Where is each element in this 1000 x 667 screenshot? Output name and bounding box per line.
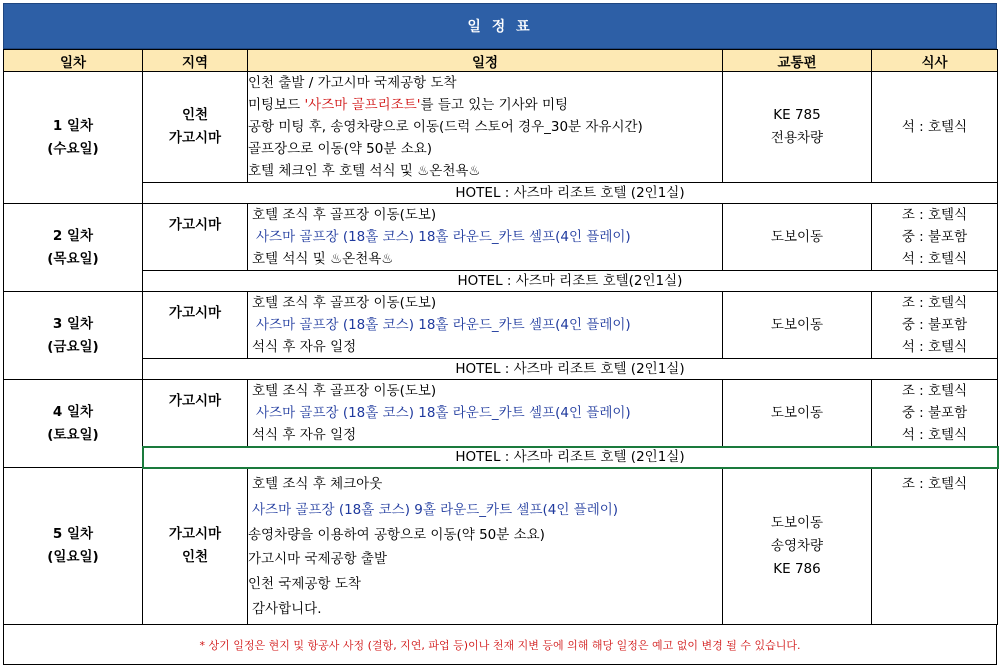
day1-transport-1: KE 785	[773, 107, 821, 123]
day5-row	[4, 468, 998, 625]
day1-line-5: 호텔 체크인 후 호텔 석식 및 ♨온천욕♨	[248, 163, 481, 179]
day2-region-1: 가고시마	[168, 217, 222, 233]
day5-transport-2: 송영차량	[770, 537, 824, 554]
day4-region-1: 가고시마	[168, 393, 222, 409]
day1-number: 1 일차	[52, 117, 94, 134]
day5-meal	[872, 468, 998, 625]
day1-line-2-pre: 미팅보드	[248, 97, 305, 113]
day4-meal	[872, 380, 998, 447]
day3-region-1: 가고시마	[168, 305, 222, 321]
day1-hotel: HOTEL : 사즈마 리조트 호텔 (2인1실)	[143, 183, 998, 204]
day4-label	[4, 380, 143, 468]
day2-transport	[723, 204, 872, 271]
day5-line-6: 감사합니다.	[252, 601, 322, 617]
day3-transport-1: 도보이동	[770, 316, 824, 333]
day2-meal-1: 조 : 호텔식	[901, 207, 968, 223]
day1-highlight: '사즈마 골프리조트'	[304, 97, 421, 113]
day2-hotel: HOTEL : 사즈마 리조트 호텔(2인1실)	[143, 271, 998, 292]
day4-meal-2: 중 : 불포함	[901, 405, 968, 421]
day1-row	[4, 72, 998, 183]
day5-number: 5 일차	[52, 526, 94, 542]
day1-hotel-row	[4, 183, 998, 204]
day5-region	[143, 468, 248, 625]
day5-line-4: 가고시마 국제공항 출발	[248, 551, 387, 567]
day5-transport-1: 도보이동	[770, 514, 824, 531]
footer-note: * 상기 일정은 현지 및 항공사 사정 (결항, 지연, 파업 등)이나 천재 지변 등에 의해 해당 일정은 예고 없이 변경 될 수 있습니다.	[3, 625, 997, 665]
day1-meal-1: 석 : 호텔식	[901, 119, 968, 135]
day3-hotel-row	[4, 359, 998, 380]
day2-row	[4, 204, 998, 271]
day1-transport	[723, 72, 872, 183]
day5-transport-3: KE 786	[773, 560, 821, 577]
schedule-table	[3, 49, 998, 625]
day4-weekday: (토요일)	[47, 426, 99, 443]
day4-region	[143, 380, 248, 447]
day3-transport	[723, 292, 872, 359]
day2-number: 2 일차	[52, 227, 94, 244]
day2-schedule	[248, 204, 723, 271]
day2-line-1: 호텔 조식 후 골프장 이동(도보)	[252, 207, 437, 223]
day4-hotel-row	[4, 447, 998, 468]
day1-region-1: 인천	[181, 107, 209, 123]
day3-meal-1: 조 : 호텔식	[901, 295, 968, 311]
day4-transport-1: 도보이동	[770, 404, 824, 421]
schedule-title: 일 정 표	[3, 3, 997, 49]
day1-transport-2: 전용차량	[770, 130, 824, 146]
day3-hotel: HOTEL : 사즈마 리조트 호텔 (2인1실)	[143, 359, 998, 380]
day2-label	[4, 204, 143, 292]
header-meal: 식사	[872, 50, 998, 72]
day1-line-2	[248, 94, 722, 116]
day3-line-1: 호텔 조식 후 골프장 이동(도보)	[252, 295, 437, 311]
day1-line-1: 인천 출발 / 가고시마 국제공항 도착	[248, 75, 457, 91]
day5-line-2: 사즈마 골프장 (18홀 코스) 9홀 라운드_카트 셀프(4인 플레이)	[252, 502, 619, 518]
day1-line-3: 공항 미팅 후, 송영차량으로 이동(드럭 스토어 경우_30분 자유시간)	[248, 119, 643, 135]
day2-line-2: 사즈마 골프장 (18홀 코스) 18홀 라운드_카트 셀프(4인 플레이)	[256, 229, 631, 245]
day2-hotel-row	[4, 271, 998, 292]
day3-region	[143, 292, 248, 359]
day2-weekday: (목요일)	[47, 250, 99, 267]
day2-meal-2: 중 : 불포함	[901, 229, 968, 245]
day3-weekday: (금요일)	[47, 338, 99, 355]
day2-meal-3: 석 : 호텔식	[901, 251, 968, 267]
day4-number: 4 일차	[52, 403, 94, 420]
header-transport: 교통편	[723, 50, 872, 72]
day3-schedule	[248, 292, 723, 359]
day4-schedule	[248, 380, 723, 447]
day3-number: 3 일차	[52, 315, 94, 332]
day4-hotel: HOTEL : 사즈마 리조트 호텔 (2인1실)	[143, 447, 998, 468]
day4-transport	[723, 380, 872, 447]
day1-region-2: 가고시마	[168, 130, 222, 146]
day5-line-5: 인천 국제공항 도착	[248, 576, 361, 592]
day4-line-2: 사즈마 골프장 (18홀 코스) 18홀 라운드_카트 셀프(4인 플레이)	[256, 405, 631, 421]
day1-schedule	[248, 72, 723, 183]
day4-line-1: 호텔 조식 후 골프장 이동(도보)	[252, 383, 437, 399]
day1-label	[4, 72, 143, 204]
day2-line-3: 호텔 석식 및 ♨온천욕♨	[252, 251, 394, 267]
day4-meal-1: 조 : 호텔식	[901, 383, 968, 399]
day1-meal	[872, 72, 998, 183]
day1-region	[143, 72, 248, 183]
day5-label	[4, 468, 143, 625]
day3-meal-3: 석 : 호텔식	[901, 339, 968, 355]
day3-meal-2: 중 : 불포함	[901, 317, 968, 333]
day5-region-1: 가고시마	[168, 526, 222, 542]
day5-region-2: 인천	[181, 549, 209, 565]
day5-meal-1: 조 : 호텔식	[901, 476, 968, 492]
day5-line-3: 송영차량을 이용하여 공항으로 이동(약 50분 소요)	[248, 527, 545, 543]
day5-weekday: (일요일)	[47, 549, 99, 565]
header-row	[4, 50, 998, 72]
day4-row	[4, 380, 998, 447]
day2-meal	[872, 204, 998, 271]
day3-line-3: 석식 후 자유 일정	[252, 339, 357, 355]
header-schedule: 일정	[248, 50, 723, 72]
day1-weekday: (수요일)	[47, 140, 99, 157]
day2-region	[143, 204, 248, 271]
day3-line-2: 사즈마 골프장 (18홀 코스) 18홀 라운드_카트 셀프(4인 플레이)	[256, 317, 631, 333]
day3-label	[4, 292, 143, 380]
day5-transport	[723, 468, 872, 625]
header-region: 지역	[143, 50, 248, 72]
day5-schedule	[248, 468, 723, 625]
day4-line-3: 석식 후 자유 일정	[252, 427, 357, 443]
day4-meal-3: 석 : 호텔식	[901, 427, 968, 443]
day5-line-1: 호텔 조식 후 체크아웃	[252, 476, 383, 492]
header-day: 일차	[4, 50, 143, 72]
day3-meal	[872, 292, 998, 359]
day1-line-2-post: 를 들고 있는 기사와 미팅	[420, 97, 569, 113]
day3-row	[4, 292, 998, 359]
day2-transport-1: 도보이동	[770, 228, 824, 245]
day1-line-4: 골프장으로 이동(약 50분 소요)	[248, 141, 433, 157]
